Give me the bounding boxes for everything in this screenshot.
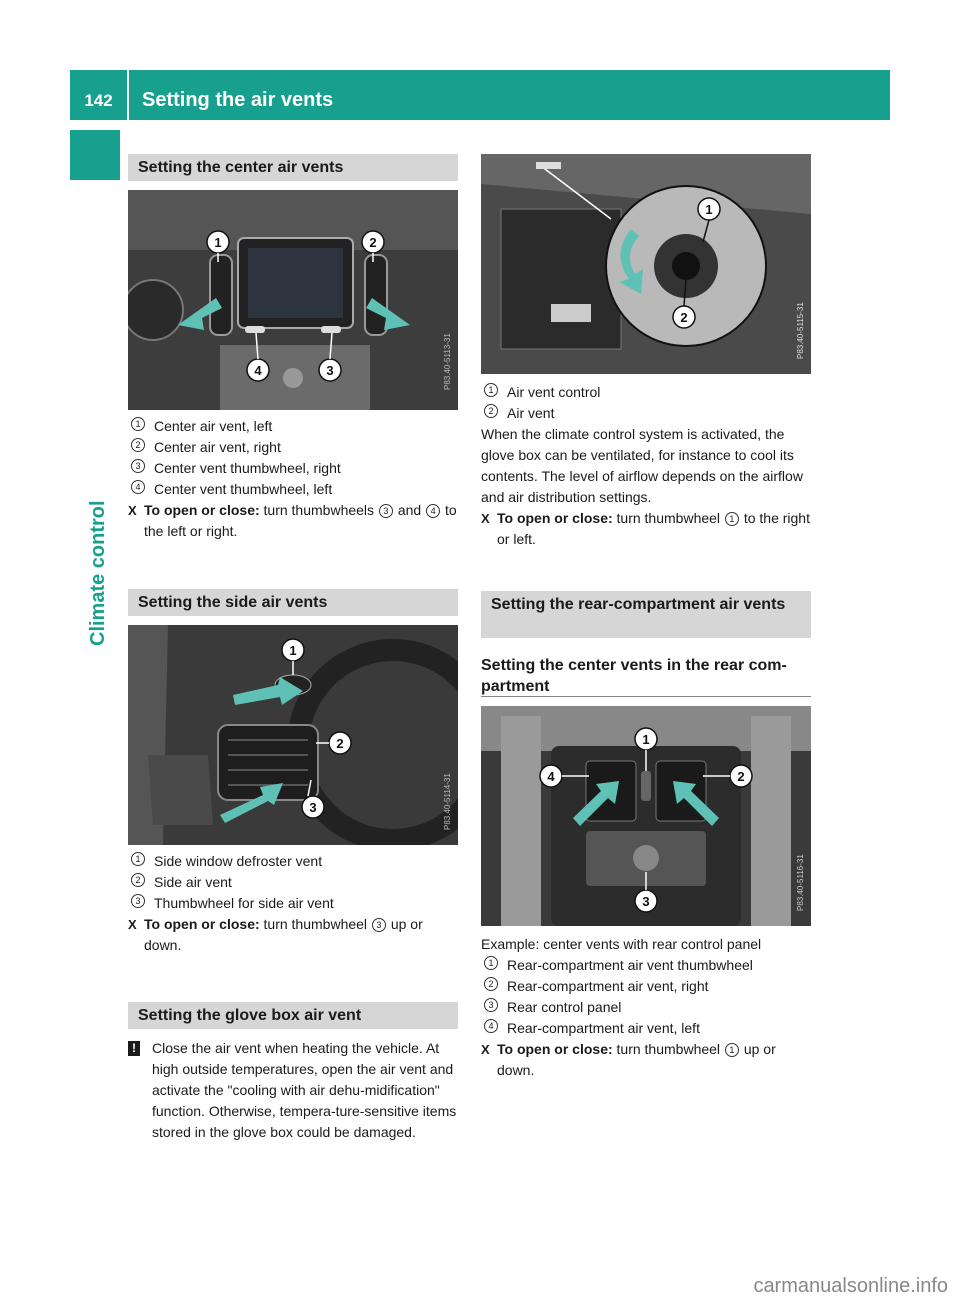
instruction-step: X To open or close: turn thumbwheel 3 up or down. [128, 916, 423, 953]
subheading-rear-center-vents: Setting the center vents in the rear com-partment [481, 657, 787, 695]
section-heading-side-vents: Setting the side air vents [128, 589, 458, 616]
page-title: Setting the air vents [142, 89, 334, 111]
legend-item: 2 Side air vent [128, 872, 463, 893]
figure-glove-box [481, 154, 811, 374]
glove-box-text [481, 382, 816, 550]
legend-item: 3 Center vent thumbwheel, right [128, 458, 463, 479]
center-vents-text [128, 416, 463, 542]
instruction-step: X To open or close: turn thumbwheels 3 and 4 to the left or right. [128, 502, 457, 539]
callout-3: 3 [642, 894, 650, 909]
section-heading-glove-box: Setting the glove box air vent [128, 1002, 458, 1029]
legend-item: 4 Rear-compartment air vent, left [481, 1018, 816, 1039]
callout-2: 2 [336, 736, 344, 751]
chapter-label: Climate control [87, 500, 109, 646]
callout-2: 2 [369, 235, 377, 250]
legend-item: 3 Rear control panel [481, 997, 816, 1018]
figure-code: P83.40-5114-31 [443, 773, 452, 830]
section-heading-center-vents: Setting the center air vents [128, 154, 458, 181]
legend-item: 1 Center air vent, left [128, 416, 463, 437]
action-arrow-icon: X [481, 511, 490, 526]
side-vents-text [128, 851, 463, 956]
warning-icon: ! [128, 1041, 140, 1056]
instruction-step: X To open or close: turn thumbwheel 1 up or down. [481, 1041, 776, 1078]
figure-caption: Example: center vents with rear control panel [481, 936, 762, 952]
callout-1: 1 [642, 732, 650, 747]
callout-1: 1 [705, 202, 713, 217]
subheading-rule [481, 696, 811, 697]
callout-1: 1 [289, 643, 297, 658]
action-arrow-icon: X [128, 503, 137, 518]
callout-3: 3 [309, 800, 317, 815]
callout-2: 2 [680, 310, 688, 325]
callout-2: 2 [737, 769, 745, 784]
legend-item: 2 Rear-compartment air vent, right [481, 976, 816, 997]
warning-note: ! Close the air vent when heating the vehicle. At high outside temperatures, open the air vent and activate the "cooling with air dehu-midification" function. Otherwise, tempera-ture-sensitive items stored in the glove box could be damaged. [128, 1038, 463, 1143]
legend-item: 1 Rear-compartment air vent thumbwheel [481, 955, 816, 976]
callout-3: 3 [326, 363, 334, 378]
legend-item: 1 Side window defroster vent [128, 851, 463, 872]
figure-center-vents [128, 190, 458, 410]
legend-item: 3 Thumbwheel for side air vent [128, 893, 463, 914]
figure-code: P83.40-5113-31 [443, 333, 452, 390]
rear-vents-text [481, 934, 816, 1081]
page-header [70, 70, 890, 120]
legend-item: 2 Air vent [481, 403, 816, 424]
glove-box-warning [128, 1038, 463, 1143]
header-divider [127, 70, 129, 120]
legend-item: 1 Air vent control [481, 382, 816, 403]
legend-item: 2 Center air vent, right [128, 437, 463, 458]
callout-4: 4 [254, 363, 262, 378]
callout-1: 1 [214, 235, 222, 250]
figure-code: P83.40-5115-31 [796, 302, 805, 359]
figure-code: P83.40-5116-31 [796, 854, 805, 911]
page-number: 142 [84, 91, 113, 110]
chapter-tab [70, 120, 120, 660]
watermark: carmanualsonline.info [753, 1275, 948, 1297]
chapter-marker [70, 130, 120, 180]
figure-rear-vents [481, 706, 811, 926]
legend-item: 4 Center vent thumbwheel, left [128, 479, 463, 500]
figure-side-vents [128, 625, 458, 845]
section-heading-rear-vents: Setting the rear-compartment air vents [481, 591, 811, 638]
action-arrow-icon: X [128, 917, 137, 932]
callout-4: 4 [547, 769, 555, 784]
action-arrow-icon: X [481, 1042, 490, 1057]
instruction-step: X To open or close: turn thumbwheel 1 to the right or left. [481, 510, 810, 547]
description-paragraph: When the climate control system is activated, the glove box can be ventilated, for instance to cool its contents. The level of airflow depends on the airflow and air distribution settings. [481, 426, 803, 505]
